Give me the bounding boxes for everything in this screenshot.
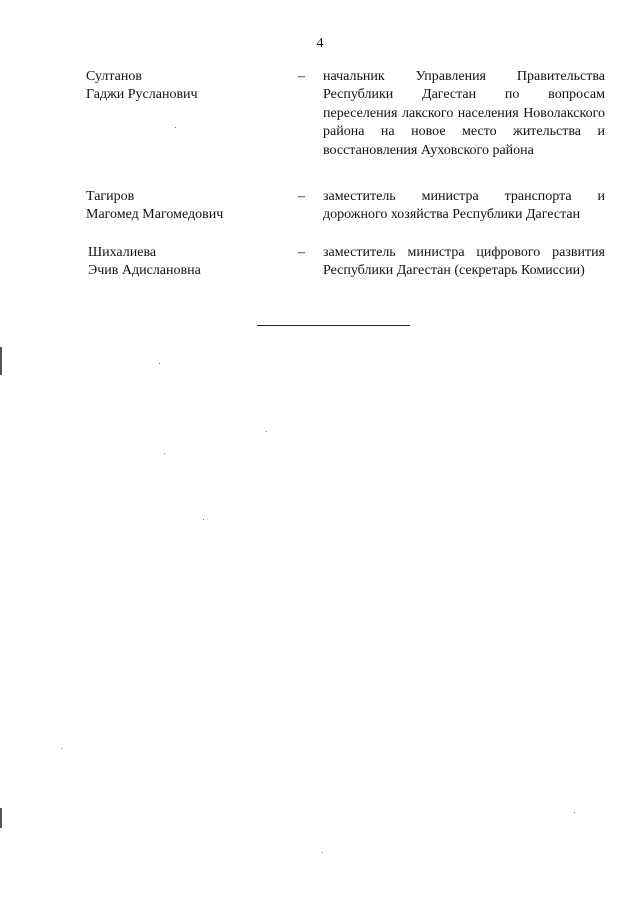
scan-speck	[266, 431, 267, 432]
member-name	[86, 188, 286, 224]
member-given-names: Эчив Адислановна	[88, 263, 201, 278]
member-given-names: Гаджи Русланович	[86, 87, 198, 102]
scan-speck	[203, 519, 204, 520]
member-role: заместитель министра цифрового развития Республики Дагестан (секретарь Комиссии)	[323, 245, 605, 279]
member-surname: Шихалиева	[88, 245, 157, 260]
member-surname: Тагиров	[86, 189, 135, 204]
closing-rule	[257, 325, 410, 326]
name-role-dash: –	[298, 189, 305, 204]
member-surname: Султанов	[86, 69, 142, 84]
member-role: заместитель министра транспорта и дорожного хозяйства Республики Дагестан	[323, 189, 605, 223]
scan-edge-mark	[0, 808, 2, 828]
scan-speck	[159, 363, 160, 364]
scan-speck	[61, 748, 62, 749]
member-name	[86, 68, 286, 104]
member-role: начальник Управления Правительства Республики Дагестан по вопросам переселения лакского населения Новолакского района на новое место жительства и восстановления Ауховского района	[323, 69, 605, 158]
scan-speck	[164, 453, 165, 454]
name-role-dash: –	[298, 245, 305, 260]
member-given-names: Магомед Магомедович	[86, 207, 224, 222]
scan-speck	[574, 812, 575, 813]
member-name	[88, 244, 288, 280]
scan-edge-mark	[0, 347, 2, 375]
page-number: 4	[316, 36, 324, 51]
name-role-dash: –	[298, 69, 305, 84]
scan-speck	[175, 127, 176, 128]
scan-speck	[322, 852, 323, 853]
